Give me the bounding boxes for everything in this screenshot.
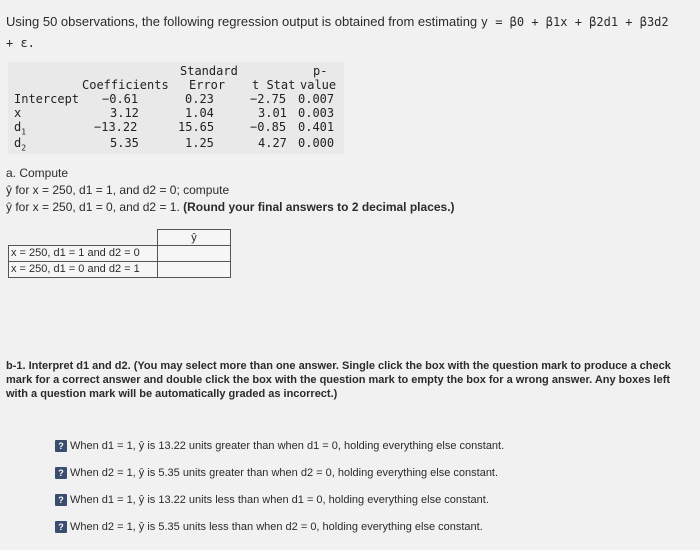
coef-d1: −13.22 [94,120,138,134]
t-d1: −0.85 [250,120,287,134]
regression-equation: y = β0 + β1x + β2d1 + β3d2 [480,15,669,29]
question-checkbox-4[interactable]: ? [55,521,67,533]
answer-row2-cell[interactable] [158,262,231,278]
part-a-line1: ŷ for x = 250, d1 = 1, and d2 = 0; compute [6,183,230,197]
yhat-column-header: ŷ [158,230,231,246]
option-3 [55,486,504,513]
rounding-instruction: (Round your final answers to 2 decimal places.) [183,200,455,214]
answer-row1-label: x = 250, d1 = 1 and d2 = 0 [9,246,158,262]
p-d2: 0.000 [298,136,335,150]
t-intercept: −2.75 [250,92,287,106]
answer-table-corner [9,230,158,246]
row-label-d2: $d_2$ [14,136,27,153]
header-p: p- [313,64,328,78]
option-4 [55,513,504,540]
row-label-intercept: Intercept [14,92,80,106]
answer-row1-cell[interactable] [158,246,231,262]
answer-row2-input[interactable] [158,262,230,277]
t-d2: 4.27 [258,136,287,150]
part-b-instructions: b-1. Interpret d1 and d2. (You may select more than one answer. Single click the box with the question mark to produce a check mark for a correct answer and double click the box with the question mark to empty the box for a wrong answer. Any boxes left with a question mark will be automatically graded as incorrect.) [6,360,671,400]
header-error: Error [189,78,226,92]
header-standard: Standard [180,64,238,78]
row-label-d1: $d_1$ [14,120,27,137]
coef-intercept: −0.61 [102,92,139,106]
question-checkbox-2[interactable]: ? [55,467,67,479]
option-2-text: When d2 = 1, ŷ is 5.35 units greater than when d2 = 0, holding everything else constant. [70,466,499,479]
answer-table [8,229,231,278]
header-tstat: t Stat [252,78,296,92]
p-x: 0.003 [298,106,335,120]
se-x: 1.04 [185,106,214,120]
question-checkbox-1[interactable]: ? [55,440,67,452]
t-x: 3.01 [258,106,287,120]
se-d2: 1.25 [185,136,214,150]
header-coefficients: Coefficients [82,78,169,92]
intro-text [6,14,669,29]
answer-row1-input[interactable] [158,246,230,261]
header-value: value [300,78,337,92]
option-3-text: When d1 = 1, ŷ is 13.22 units less than when d1 = 0, holding everything else constant. [70,493,489,506]
p-intercept: 0.007 [298,92,335,106]
se-intercept: 0.23 [185,92,214,106]
part-a-line2-text: ŷ for x = 250, d1 = 0, and d2 = 1. [6,200,180,214]
equation-continuation: + ε. [6,36,35,50]
coef-x: 3.12 [110,106,139,120]
part-a-title: a. Compute [6,166,69,180]
question-checkbox-3[interactable]: ? [55,494,67,506]
option-1 [55,432,504,459]
part-a-line2 [6,199,455,216]
row-label-x: x [14,106,22,120]
option-2 [55,459,504,486]
interpretation-options [55,432,504,540]
p-d1: 0.401 [298,120,335,134]
part-a-instructions [6,165,455,216]
answer-row2-label: x = 250, d1 = 0 and d2 = 1 [9,262,158,278]
option-1-text: When d1 = 1, ŷ is 13.22 units greater than when d1 = 0, holding everything else constant. [70,439,505,452]
option-4-text: When d2 = 1, ŷ is 5.35 units less than when d2 = 0, holding everything else constant. [70,520,483,533]
intro-sentence: Using 50 observations, the following regression output is obtained from estimating [6,14,478,29]
se-d1: 15.65 [178,120,215,134]
regression-table [8,62,344,154]
coef-d2: 5.35 [110,136,139,150]
